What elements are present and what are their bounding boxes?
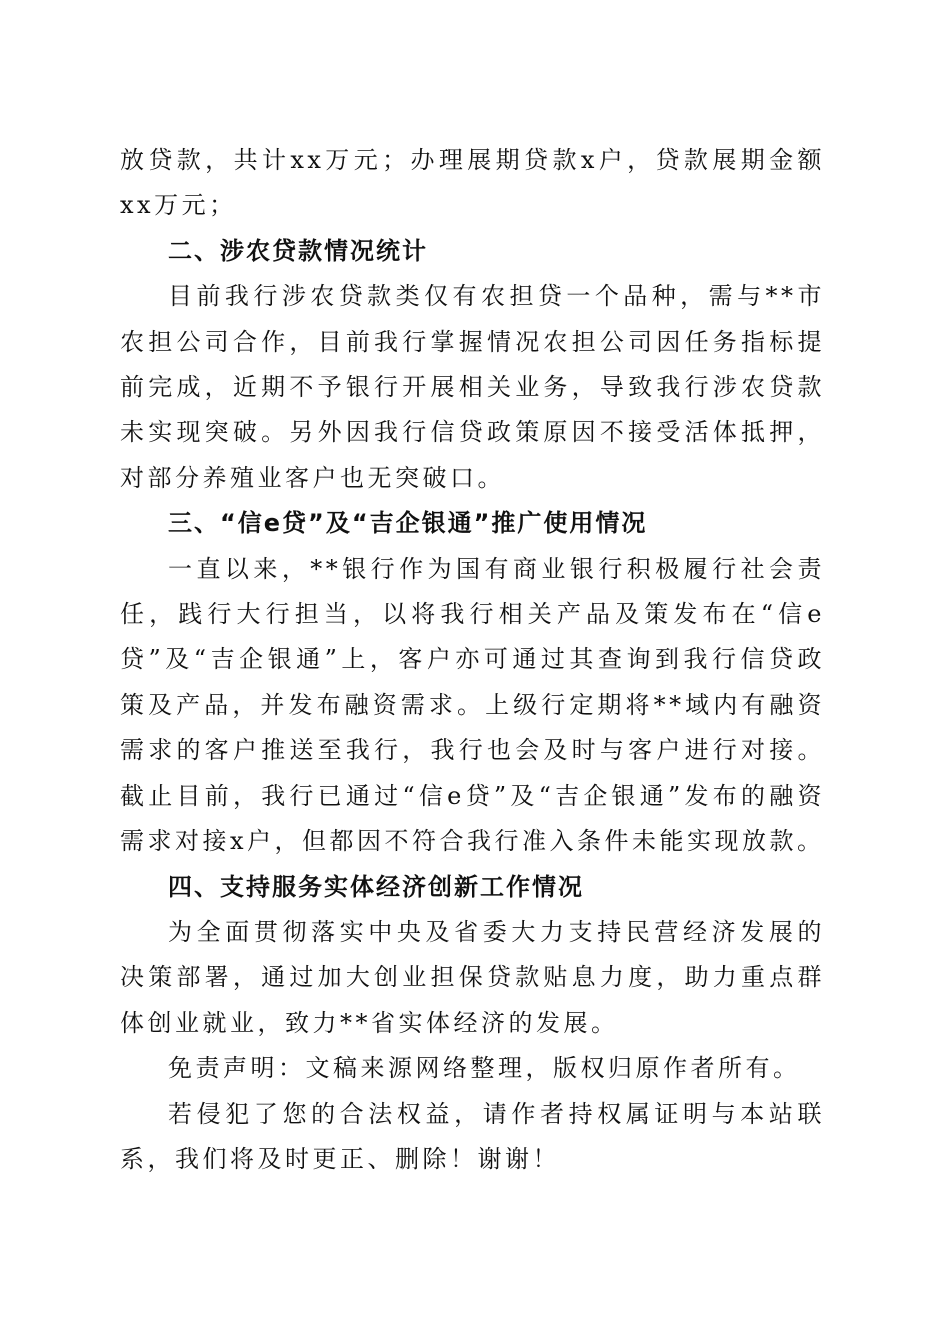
heading-platform-promotion: 三、“信e贷”及“吉企银通”推广使用情况 <box>168 509 648 538</box>
paragraph-infringement-notice: 若侵犯了您的合法权益，请作者持权属证明与本站联系，我们将及时更正、删除！谢谢！ <box>120 1099 825 1173</box>
paragraph-disclaimer: 免责声明：文稿来源网络整理，版权归原作者所有。 <box>168 1054 801 1083</box>
paragraph-agricultural-loans: 目前我行涉农贷款类仅有农担贷一个品种，需与**市农担公司合作，目前我行掌握情况农担公司因任务指标提前完成，近期不予银行开展相关业务，导致我行涉农贷款未实现突破。另外因我行信贷政策原因不接受活体抵押，对部分养殖业客户也无突破口。 <box>120 282 825 492</box>
heading-agricultural-loans: 二、涉农贷款情况统计 <box>168 236 428 265</box>
heading-real-economy-innovation: 四、支持服务实体经济创新工作情况 <box>168 872 584 901</box>
paragraph-real-economy-innovation: 为全面贯彻落实中央及省委大力支持民营经济发展的决策部署，通过加大创业担保贷款贴息力度，助力重点群体创业就业，致力**省实体经济的发展。 <box>120 917 825 1037</box>
paragraph-platform-promotion: 一直以来，**银行作为国有商业银行积极履行社会责任，践行大行担当，以将我行相关产品及策发布在“信e贷”及“吉企银通”上，客户亦可通过其查询到我行信贷政策及产品，并发布融资需求。上级行定期将**域内有融资需求的客户推送至我行，我行也会及时与客户进行对接。截止目前，我行已通过“信e贷”及“吉企银通”发布的融资需求对接x户，但都因不符合我行准入条件未能实现放款。 <box>120 554 825 856</box>
document-page <box>120 138 825 1182</box>
paragraph-loan-summary-continued: 放贷款，共计xx万元；办理展期贷款x户，贷款展期金额xx万元； <box>120 146 825 220</box>
